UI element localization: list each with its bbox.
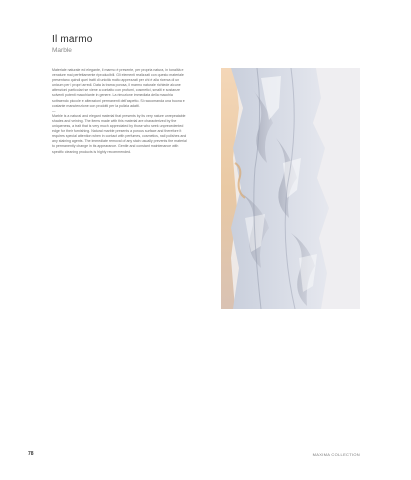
page-title: Il marmo — [52, 34, 93, 45]
page-subtitle: Marble — [52, 47, 72, 54]
marble-photo — [221, 68, 360, 309]
collection-label: MAXIMA COLLECTION — [312, 452, 360, 457]
paragraph-english: Marble is a natural and elegant material that presents by its very nature unrepeatable shades and veining. The items made with this material are characterized by the uniqueness, a trait that is very much appreciated by those who seek unprecedented edge for their furnishing. Natural marble presents a porous surface and therefore it requires special attention when in contact with perfumes, cosmetics, nail polishes and any staining agents. The immediate removal of any stain usually prevents the material to permanently change in its appearance. Gentle and constant maintenance with specific cleaning products is highly recommended. — [52, 113, 187, 154]
page-number: 78 — [28, 451, 34, 457]
body-text — [52, 68, 190, 155]
paragraph-separator: — — [52, 108, 56, 113]
paragraph-italian: Materiale naturale ed elegante, il marmo è presente, per propria natura, in tonalità e venature mai perfettamente riproducibili. Gli elementi realizzati con questo materiale presentano quindi quei tratti di unicità molto apprezzati per chi è alla ricerca di un unicum per i propri arredi. Data la trama porosa, il marmo naturale richiede alcune attenzioni particolari se viene a contatto con profumi, cosmetici, smalti e sostanze solventi potenti macchiante in genere. La rimozione immediata della macchia sottraendo piccole e alterazioni permanenti dell'aspetto. Si raccomanda una buona e costante manutenzione con prodotti per la pulizia adatti. — [52, 68, 185, 108]
